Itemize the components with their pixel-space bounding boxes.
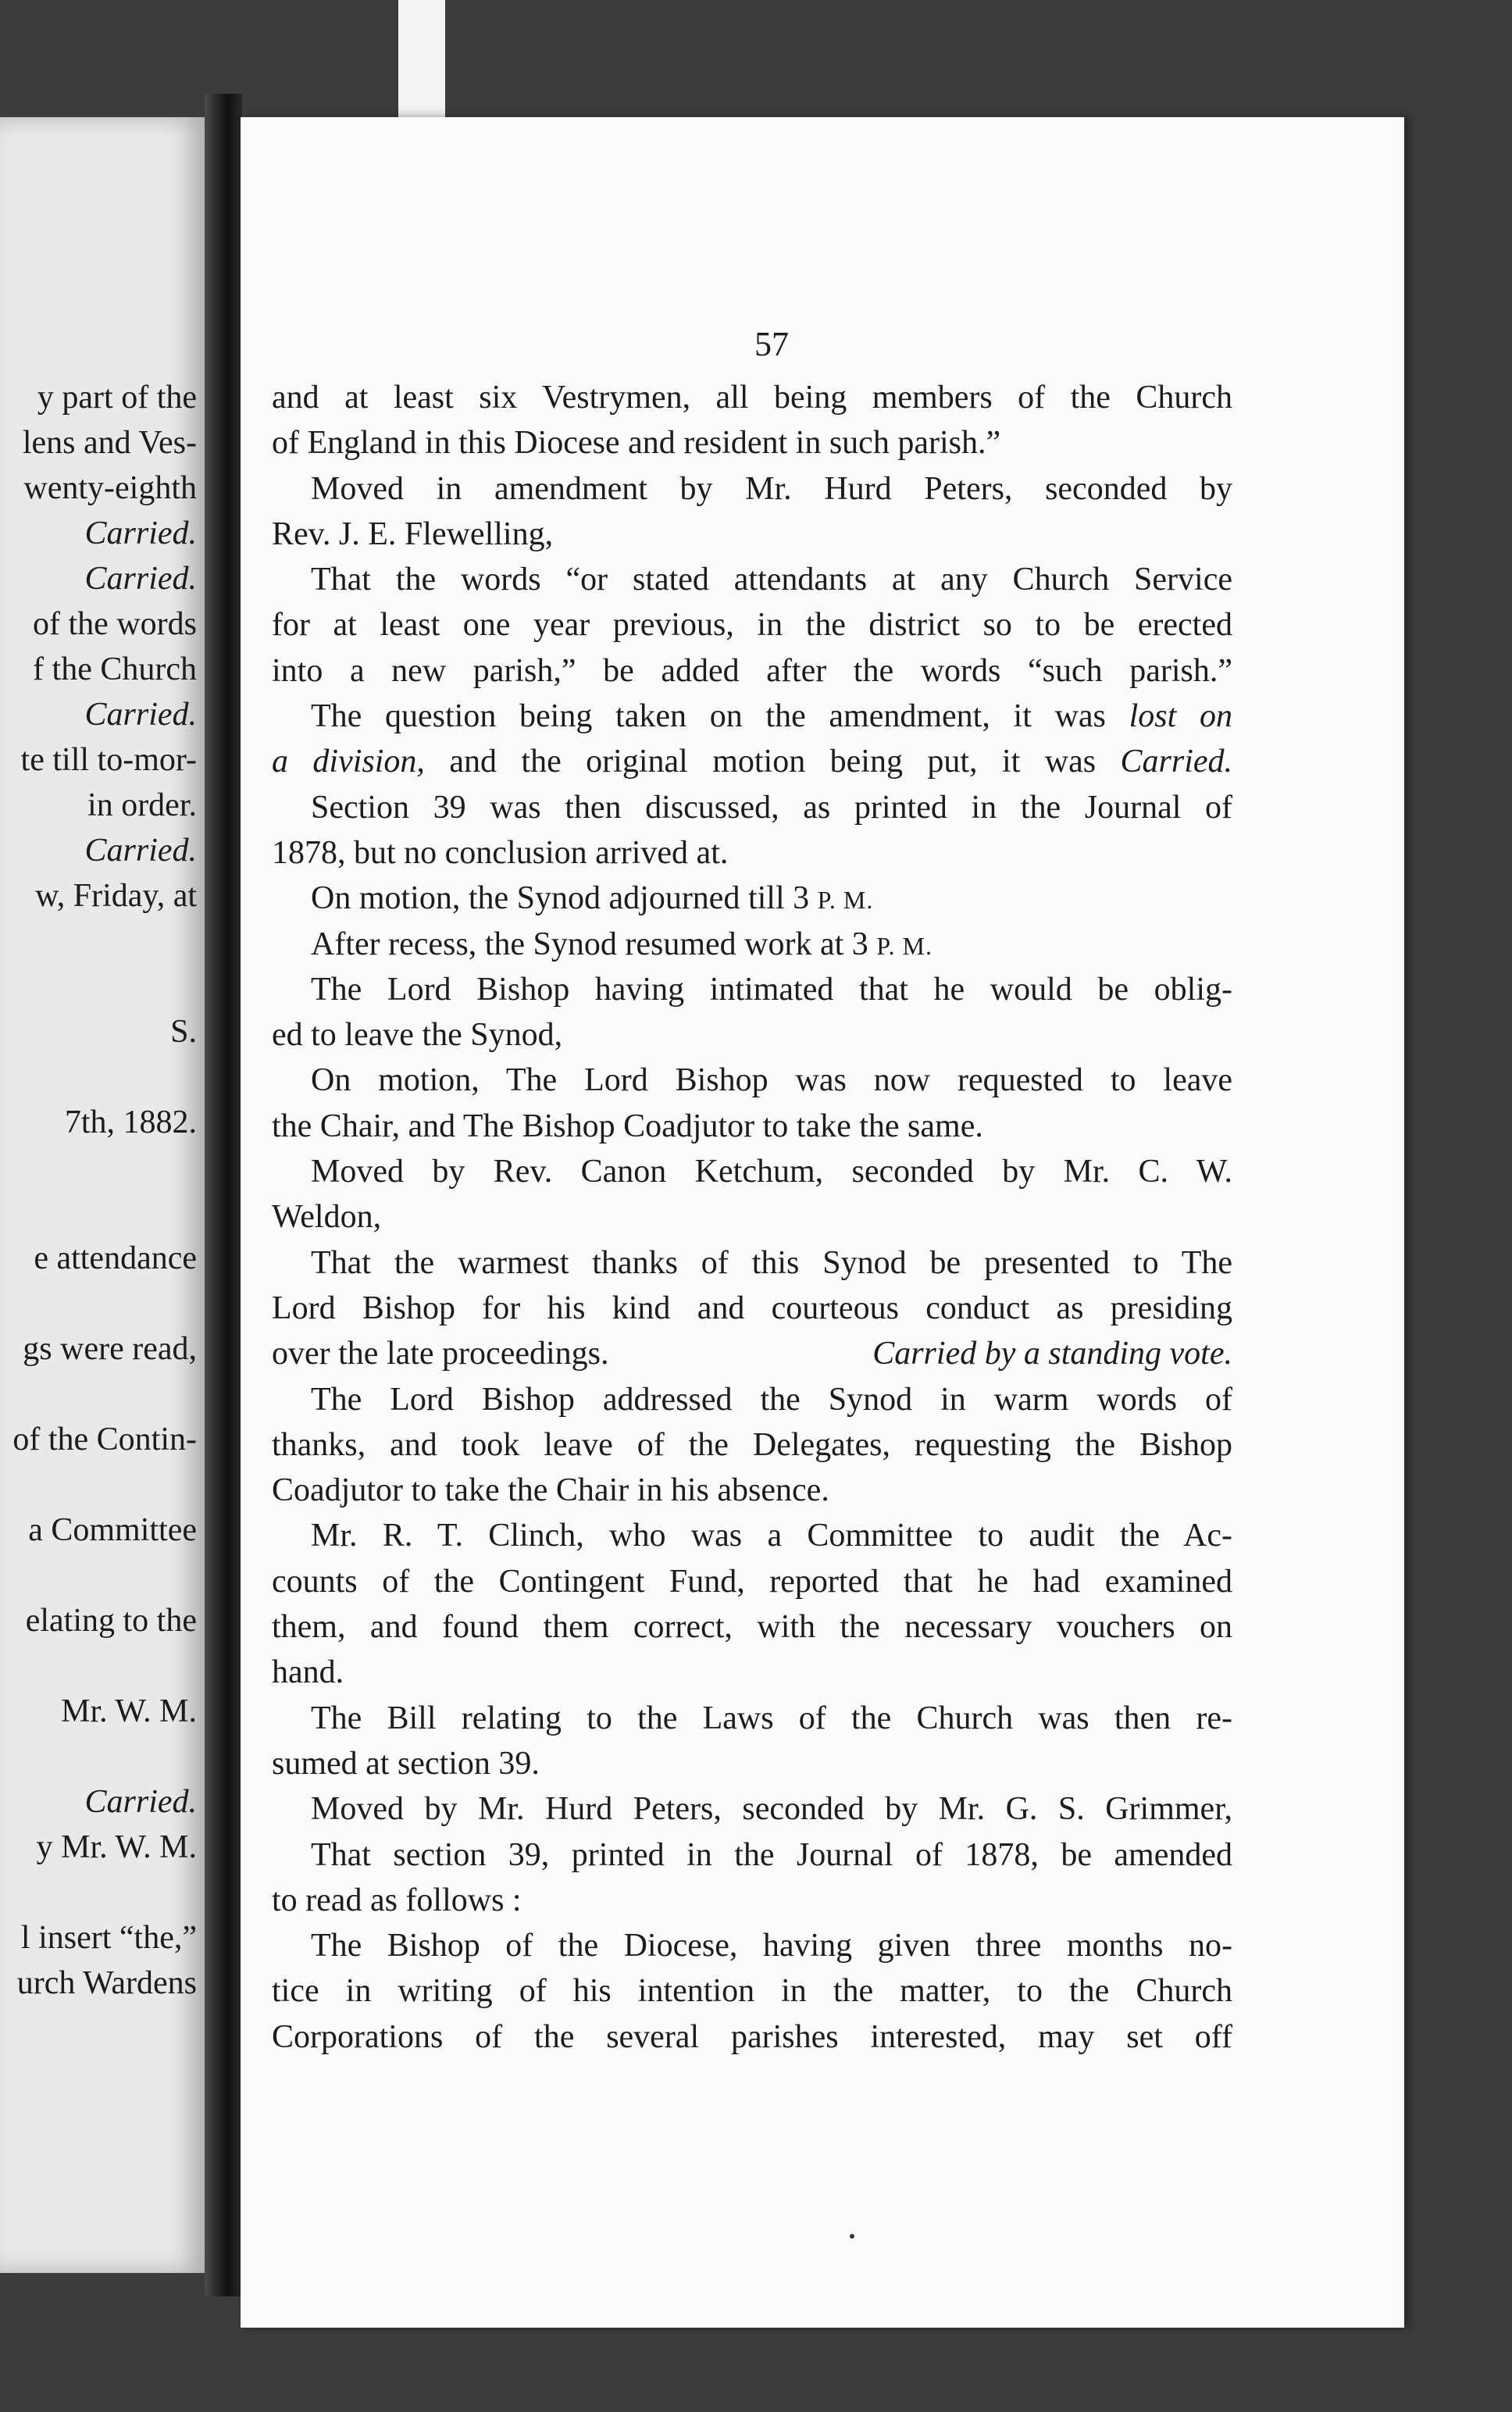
text-line: Section 39 was then discussed, as printed in the Journal of [311,789,1232,826]
text-run: After recess, the Synod resumed work at 3 [311,926,868,962]
text-line: On motion, The Lord Bishop was now requested to leave [311,1062,1232,1099]
text-line: Mr. R. T. Clinch, who was a Committee to audit the Ac- [311,1518,1232,1554]
text-line: tice in writing of his intention in the matter, to the Church [272,1973,1232,2010]
previous-page-text [0,375,197,2006]
text-line: 1878, but no conclusion arrived at. [272,834,729,871]
text-line [272,876,1232,921]
previous-page-line: urch Wardens [16,1965,197,2001]
previous-page-line: w, Friday, at [35,878,197,914]
text-run: The question being taken on the amendment, it was [311,698,1106,735]
previous-page-line: S. [170,1014,197,1050]
book-page [241,117,1404,2328]
italic-run: lost on [1129,698,1232,735]
text-run: over the late proceedings. [272,1336,609,1372]
small-caps-run: P. M. [876,931,933,960]
text-line: for at least one year previous, in the district so to be erected [272,607,1232,644]
text-line [272,1331,1232,1376]
previous-page-line [0,1462,197,1508]
previous-page-line [0,1281,197,1326]
italic-run: a division, [272,744,425,780]
text-line: That the words “or stated attendants at any Church Service [311,562,1232,598]
previous-page-line [0,1734,197,1779]
text-line: Rev. J. E. Flewelling, [272,516,554,552]
text-line: into a new parish,” be added after the words “such parish.” [272,652,1232,689]
text-line: The Bill relating to the Laws of the Church was then re- [311,1700,1232,1736]
text-line: Moved by Mr. Hurd Peters, seconded by Mr. G. S. Grimmer, [311,1791,1232,1828]
text-line: thanks, and took leave of the Delegates, requesting the Bishop [272,1426,1232,1463]
text-line: to read as follows : [272,1882,522,1918]
previous-page-line: f the Church [33,651,197,687]
text-line: Lord Bishop for his kind and courteous conduct as presiding [272,1290,1232,1326]
small-caps-run: P. M. [817,886,874,915]
previous-page-line: lens and Ves- [22,425,197,461]
previous-page-line: y Mr. W. M. [36,1829,197,1865]
text-line: The Lord Bishop having intimated that he would be oblig- [311,971,1232,1008]
previous-page-line: a Committee [28,1512,197,1548]
text-line: of England in this Diocese and resident in such parish.” [272,425,1001,462]
previous-page-line [0,1145,197,1190]
book-gutter [205,94,242,2296]
previous-page-line [0,919,197,964]
text-line: counts of the Contingent Fund, reported that he had examined [272,1563,1232,1600]
text-line [272,694,1232,739]
previous-page-line [0,1054,197,1100]
text-line: and at least six Vestrymen, all being members of the Church [272,380,1232,416]
previous-page-line [0,1870,197,1915]
previous-page-line [0,1553,197,1598]
text-line: the Chair, and The Bishop Coadjutor to take the same. [272,1108,983,1144]
text-line [272,739,1232,784]
previous-page-line: l insert “the,” [20,1920,197,1956]
previous-page-fragment [0,117,205,2273]
text-line: them, and found them correct, with the necessary vouchers on [272,1609,1232,1646]
text-run: On motion, the Synod adjourned till 3 [311,880,810,917]
text-line: Coadjutor to take the Chair in his absence. [272,1472,829,1509]
text-line: ed to leave the Synod, [272,1017,563,1054]
previous-page-line [0,1372,197,1417]
previous-page-line: wenty-eighth [23,470,197,506]
previous-page-line: Carried. [84,833,197,869]
text-line: Weldon, [272,1199,382,1236]
text-line: The Lord Bishop addressed the Synod in warm words of [311,1381,1232,1418]
page-number: 57 [754,325,789,363]
italic-run: Carried by a standing vote. [872,1336,1232,1372]
previous-page-line: in order. [87,787,197,823]
text-line: Moved by Rev. Canon Ketchum, seconded by Mr. C. W. [311,1154,1232,1190]
text-line: Corporations of the several parishes interested, may set off [272,2018,1232,2055]
ink-dot [850,2234,854,2239]
previous-page-line: of the words [33,606,197,642]
previous-page-line [0,1190,197,1236]
text-line: sumed at section 39. [272,1745,540,1782]
text-line: hand. [272,1654,344,1691]
italic-run: Carried. [1120,744,1232,780]
previous-page-line: Carried. [84,697,197,733]
previous-page-line: Carried. [84,561,197,597]
text-line [272,922,1232,967]
previous-page-line: of the Contin- [12,1422,197,1458]
previous-page-line: te till to-mor- [20,742,197,778]
page-body [272,375,1232,2060]
previous-page-line: elating to the [25,1603,197,1639]
previous-page-line: Mr. W. M. [61,1693,197,1729]
previous-page-line: gs were read, [23,1331,197,1367]
previous-page-line: 7th, 1882. [64,1104,197,1140]
previous-page-line [0,1643,197,1689]
text-run: and the original motion being put, it was [449,744,1097,780]
previous-page-line: Carried. [84,516,197,551]
text-line: That the warmest thanks of this Synod be presented to The [311,1244,1232,1281]
paper-scrap [398,0,445,117]
text-line: Moved in amendment by Mr. Hurd Peters, seconded by [311,470,1232,507]
text-line: That section 39, printed in the Journal of 1878, be amended [311,1836,1232,1873]
previous-page-line: e attendance [34,1240,197,1276]
previous-page-line: Carried. [84,1784,197,1820]
previous-page-line: y part of the [37,380,197,416]
text-line: The Bishop of the Diocese, having given three months no- [311,1928,1232,1964]
previous-page-line [0,964,197,1009]
